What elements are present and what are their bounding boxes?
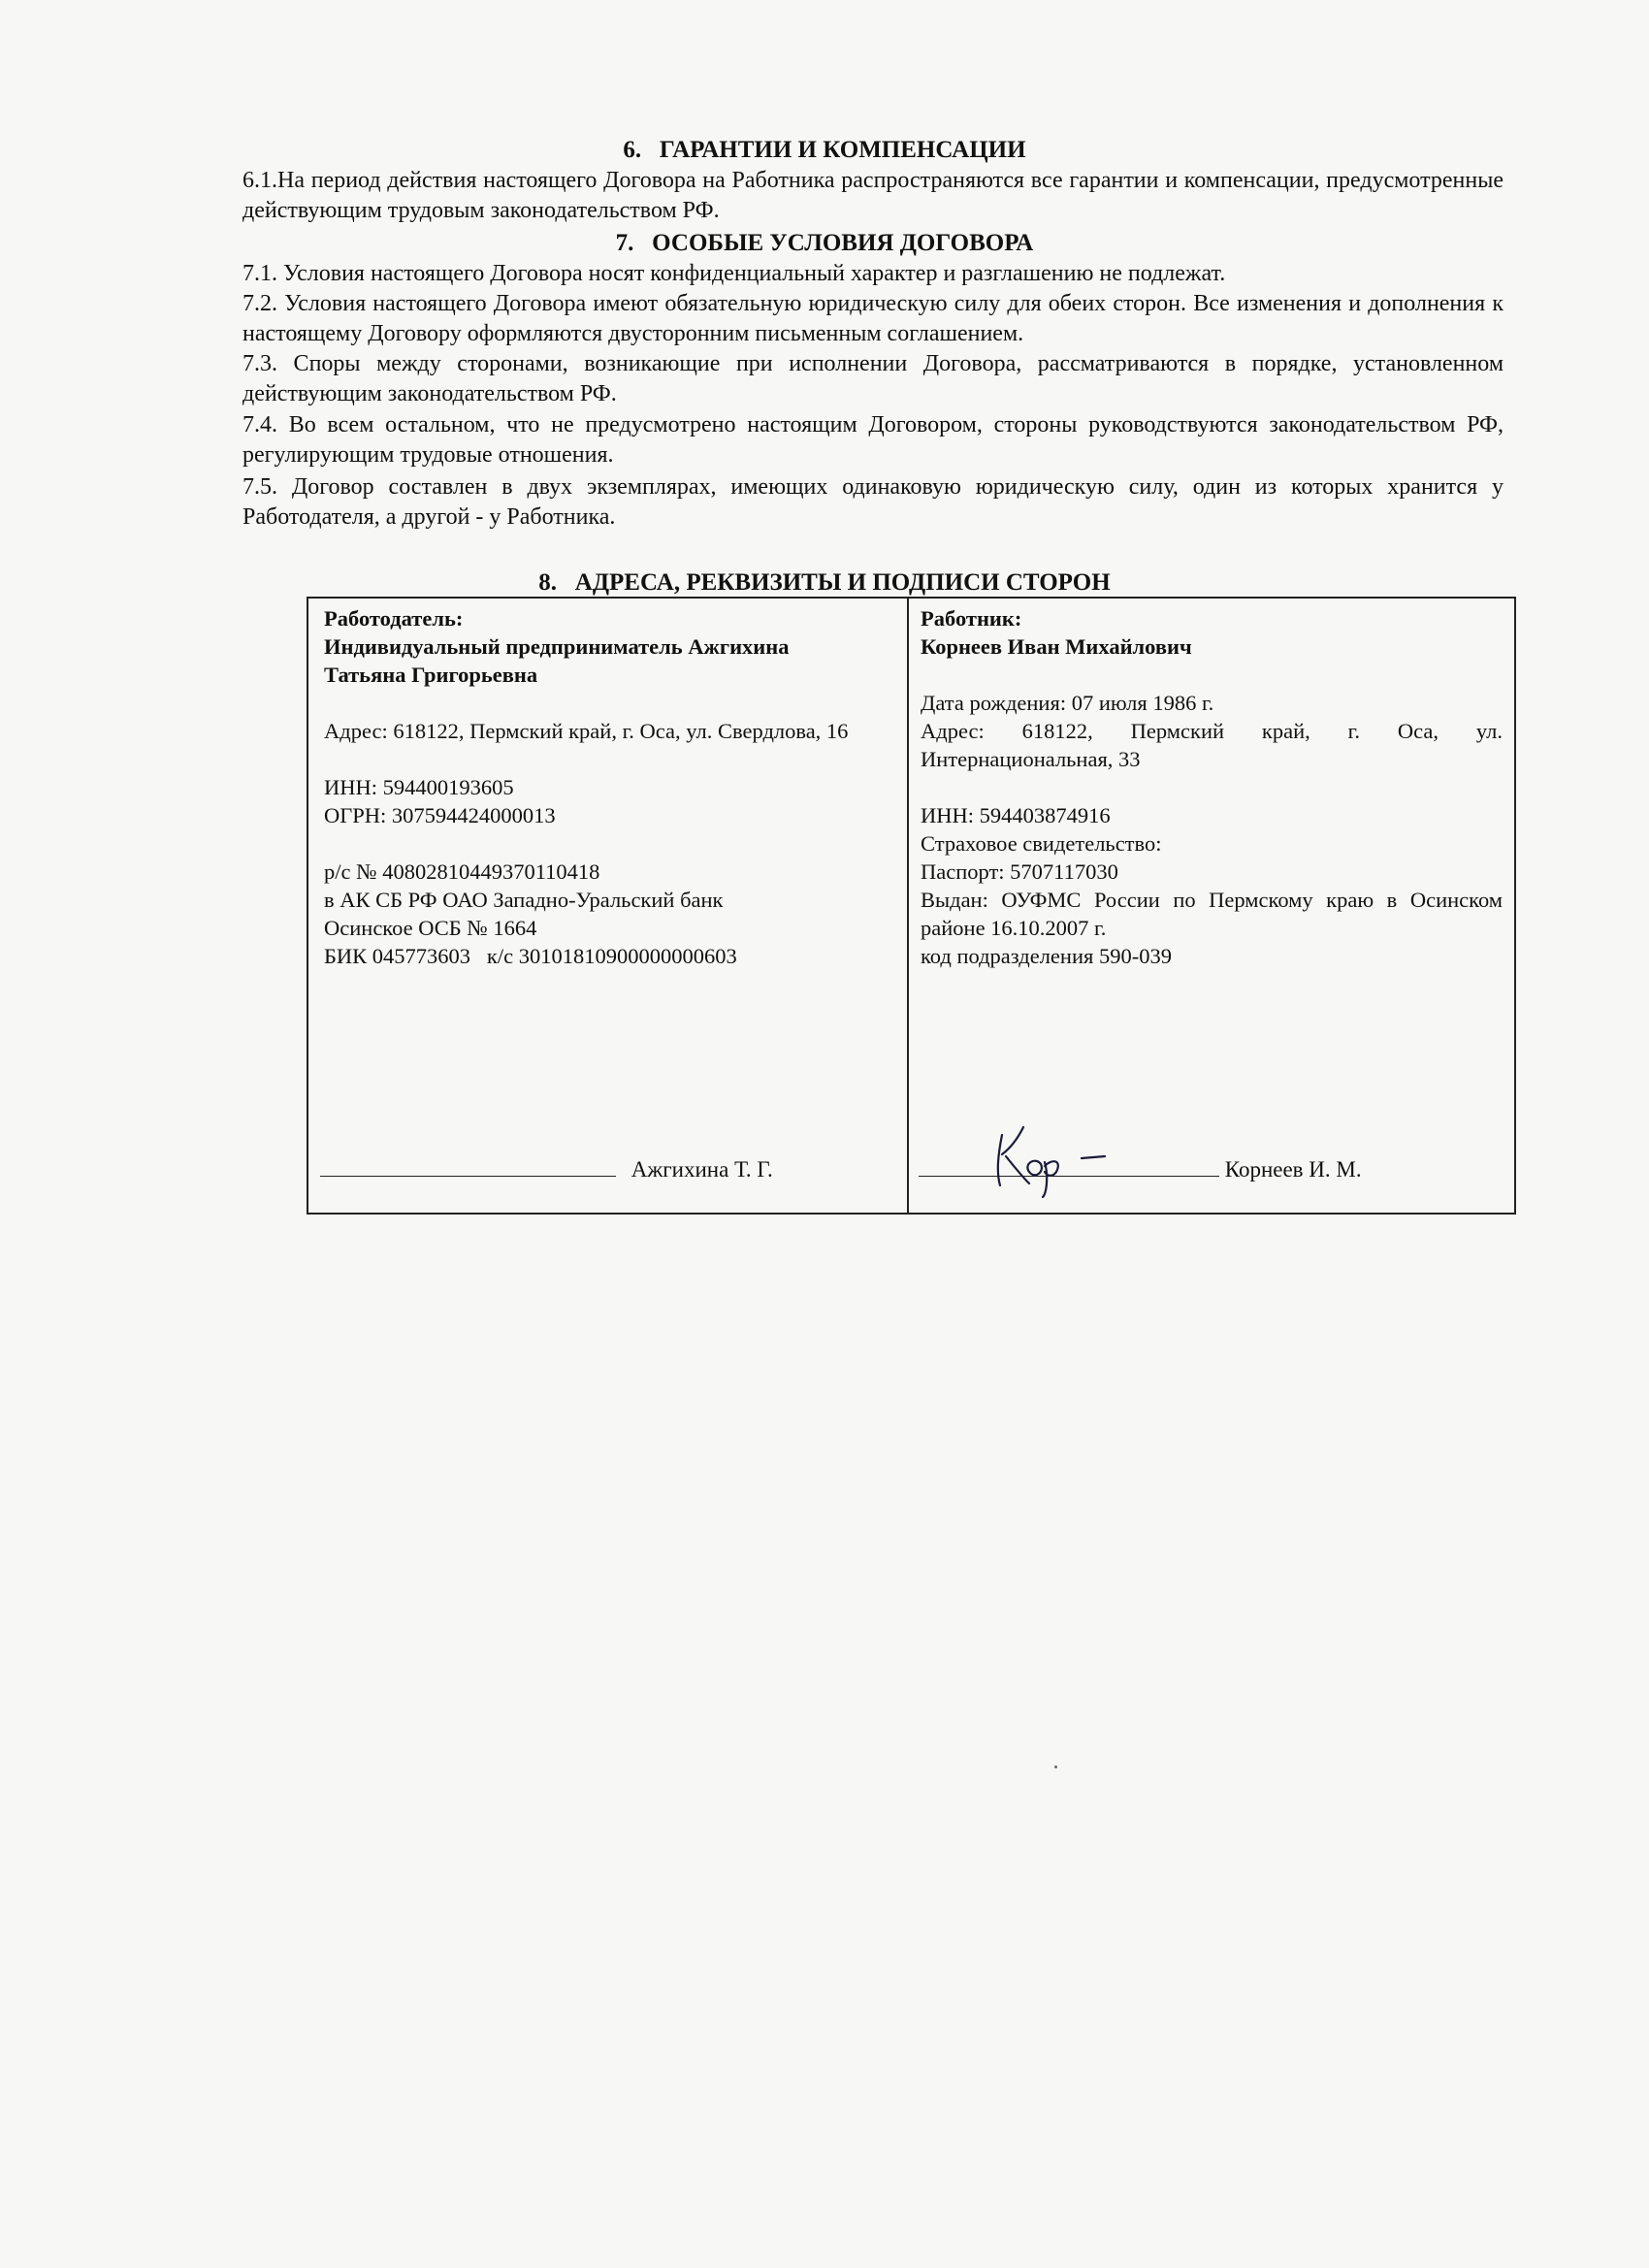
employer-bank-branch: Осинское ОСБ № 1664 <box>324 916 537 940</box>
scan-speck <box>1054 1766 1057 1768</box>
parties-details-table <box>307 597 1516 1215</box>
clause-7-3: 7.3. Споры между сторонами, возникающие при исполнении Договора, рассматриваются в порядке, установленном действующим законодательством РФ. <box>242 351 1504 406</box>
handwritten-signature <box>985 1116 1159 1198</box>
employee-passport-issued: Выдан: ОУФМС России по Пермскому краю в Осинском районе 16.10.2007 г. <box>921 888 1503 940</box>
employer-name-line-1: Индивидуальный предприниматель Ажгихина <box>324 634 790 659</box>
clause-7-1: 7.1. Условия настоящего Договора носят конфиденциальный характер и разглашению не подлежат. <box>242 261 1226 286</box>
employee-signature-name: Корнеев И. М. <box>1224 1157 1362 1182</box>
clause-7-2: 7.2. Условия настоящего Договора имеют обязательную юридическую силу для обеих сторон. Все изменения и дополнения к настоящему Договору оформляются двусторонним письменным соглашением. <box>242 291 1504 346</box>
clause-6-1: 6.1.На период действия настоящего Договора на Работника распространяются все гарантии и компенсации, предусмотренные действующим трудовым законодательством РФ. <box>242 168 1504 223</box>
employer-address: Адрес: 618122, Пермский край, г. Оса, ул. Свердлова, 16 <box>324 719 849 743</box>
employee-name: Корнеев Иван Михайлович <box>921 634 1192 659</box>
employee-birth-date: Дата рождения: 07 июля 1986 г. <box>921 691 1214 715</box>
section-8-title: 8. АДРЕСА, РЕКВИЗИТЫ И ПОДПИСИ СТОРОН <box>538 569 1111 596</box>
employer-signature-blank <box>320 1154 616 1177</box>
table-column-divider <box>907 599 909 1213</box>
employer-inn: ИНН: 594400193605 <box>324 775 514 799</box>
employer-heading: Работодатель: <box>324 606 464 631</box>
employee-column <box>921 604 1503 970</box>
clause-7-5: 7.5. Договор составлен в двух экземплярах, имеющих одинаковую юридическую силу, один из которых хранится у Работодателя, а другой - у Работника. <box>242 474 1504 530</box>
employer-signature-name: Ажгихина Т. Г. <box>630 1157 773 1182</box>
employee-insurance-certificate: Страховое свидетельство: <box>921 831 1162 856</box>
employer-signature-line <box>320 1154 773 1184</box>
employer-bik: БИК 045773603 к/с 30101810900000000603 <box>324 944 737 968</box>
employee-heading: Работник: <box>921 606 1022 631</box>
employer-ogrn: ОГРН: 307594424000013 <box>324 803 556 827</box>
clause-7-4: 7.4. Во всем остальном, что не предусмотрено настоящим Договором, стороны руководствуются законодательством РФ, регулирующим трудовые отношения. <box>242 412 1504 468</box>
section-7-title: 7. ОСОБЫЕ УСЛОВИЯ ДОГОВОРА <box>615 230 1034 256</box>
employer-column <box>324 604 887 970</box>
employee-passport: Паспорт: 5707117030 <box>921 859 1118 884</box>
employee-address: Адрес: 618122, Пермский край, г. Оса, ул. Интернациональная, 33 <box>921 719 1503 771</box>
employee-inn: ИНН: 594403874916 <box>921 803 1111 827</box>
employee-division-code: код подразделения 590-039 <box>921 944 1172 968</box>
employer-bank: в АК СБ РФ ОАО Западно-Уральский банк <box>324 888 724 912</box>
employer-account: р/с № 40802810449370110418 <box>324 859 600 884</box>
section-6-title: 6. ГАРАНТИИ И КОМПЕНСАЦИИ <box>623 137 1026 163</box>
employer-name-line-2: Татьяна Григорьевна <box>324 663 538 687</box>
